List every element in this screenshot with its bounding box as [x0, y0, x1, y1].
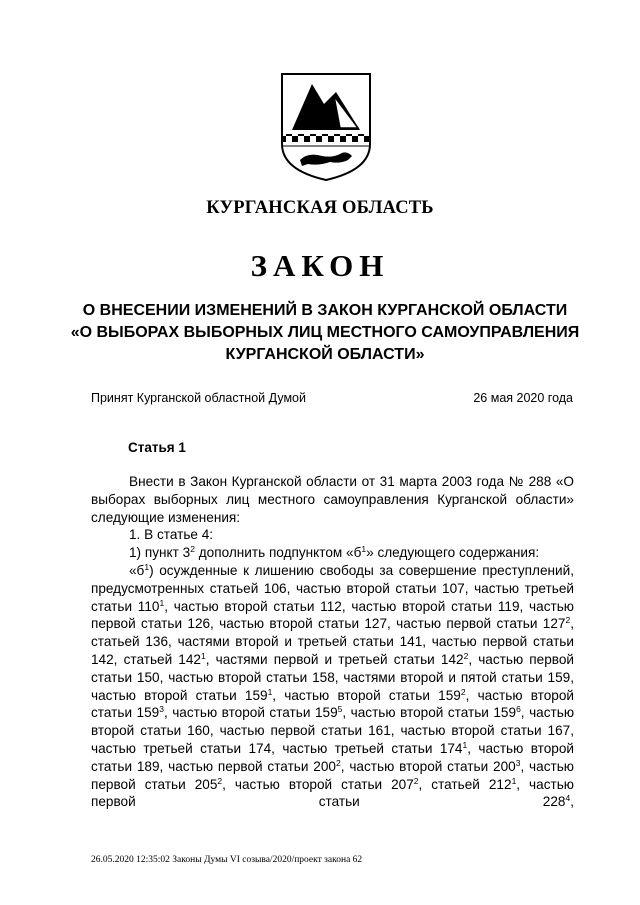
article-body	[91, 473, 574, 811]
adopted-date: 26 мая 2020 года	[473, 391, 573, 405]
region-name: КУРГАНСКАЯ ОБЛАСТЬ	[206, 198, 434, 218]
document-footer: 26.05.2020 12:35:02 Законы Думы VI созыва/2020/проект закона 62	[91, 855, 363, 865]
law-title: О ВНЕСЕНИИ ИЗМЕНЕНИЙ В ЗАКОН КУРГАНСКОЙ ОБЛАСТИ «О ВЫБОРАХ ВЫБОРНЫХ ЛИЦ МЕСТНОГО САМОУПРАВЛЕНИЯ КУРГАНСКОЙ ОБЛАСТИ»	[70, 302, 580, 363]
adopted-by: Принят Курганской областной Думой	[91, 391, 306, 405]
paragraph-quote: «$б^1$) осужденные к лишению свободы за совершение преступлений, предусмотренных статьей 106, частью второй статьи 107, частью третьей статьи $110^1$, частью второй статьи 112, частью второй статьи 119, частью первой статьи 126, частью второй статьи 127, частью первой статьи $127^2$, статьей 136, частями второй и третьей статьи 141, частью первой статьи 142, статьей $142^1$, частями первой и третьей статьи $142^2$, частью первой статьи 150, частью второй статьи 158, частями второй и пятой статьи 159, частью второй статьи $159^1$, частью второй статьи $159^2$, частью второй статьи $159^3$, частью второй статьи $159^5$, частью второй статьи $159^6$, частью второй статьи 160, частью первой статьи 161, частью второй статьи 167, частью третьей статьи 174, частью третьей статьи $174^1$, частью второй статьи 189, частью первой статьи $200^2$, частью второй статьи $200^3$, частью первой статьи $205^2$, частью второй статьи $207^2$, статьей $212^1$, частью первой статьи $228^4$,	[91, 561, 575, 810]
article-heading: Статья 1	[128, 440, 186, 455]
paragraph-intro: Внести в Закон Курганской области от 31 марта 2003 года № 288 «О выборах выборных лиц местного самоуправления Курганской области» следующие изменения:	[91, 474, 574, 525]
paragraph-item-1: 1. В статье 4:	[129, 527, 214, 543]
kurgan-coat-of-arms-emblem	[278, 70, 374, 182]
document-type: ЗАКОН	[250, 248, 390, 283]
paragraph-subitem-1: 1) пункт $3^2$ дополнить подпунктом «$б^1$» следующего содержания:	[129, 544, 540, 561]
